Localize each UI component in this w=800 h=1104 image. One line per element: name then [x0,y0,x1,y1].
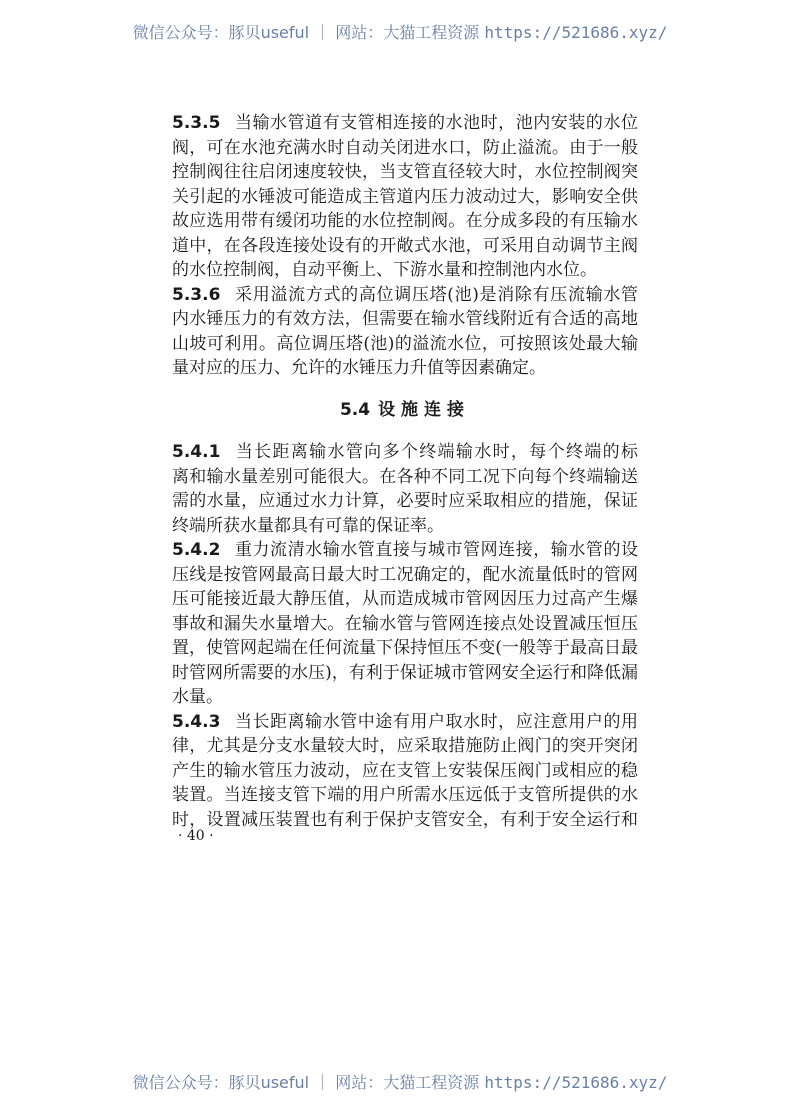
line-text: 故应选用带有缓闭功能的水位控制阀。在分成多段的有压输水 [172,211,638,231]
clause-number: 5.3.6 [172,284,221,305]
watermark-text: 微信公众号：豚贝useful ｜ 网站：大猫工程资源 [132,1073,485,1092]
text-line [172,160,638,185]
line-text: 装置。当连接支管下端的用户所需水压远低于支管所提供的水 [172,785,638,805]
line-text: 需的水量，应通过水力计算，必要时应采取相应的措施，保证 [172,491,638,511]
watermark-top [0,20,800,43]
text-line [172,283,638,308]
line-text: 时管网所需要的水压)，有利于保证城市管网安全运行和降低漏 [172,662,638,683]
line-text: 律，尤其是分支水量较大时，应采取措施防止阀门的突开突闭 [172,736,638,756]
text-line [172,563,638,588]
line-text: 的水位控制阀，自动平衡上、下游水量和控制池内水位。 [172,260,597,280]
text-line [172,808,638,833]
watermark-url[interactable]: https://521686.xyz/ [484,1073,668,1092]
clause-5-4-1 [172,440,638,538]
page-number: · 40 · [178,828,214,844]
text-line [172,538,638,563]
text-line [172,356,638,381]
line-text: 量对应的压力、允许的水锤压力升值等因素确定。 [172,358,546,378]
clause-number: 5.3.5 [172,113,221,133]
text-line [172,234,638,259]
clause-5-3-5 [172,111,638,283]
text-line [172,710,638,735]
line-text: 水量。 [172,687,223,707]
text-line [172,783,638,808]
line-text: 产生的输水管压力波动，应在支管上安装保压阀门或相应的稳 [172,760,638,781]
line-text: 终端所获水量都具有可靠的保证率。 [172,515,444,536]
line-text: 时，设置减压装置也有利于保护支管安全，有利于安全运行和 [172,809,638,830]
text-line [172,332,638,357]
text-line [172,111,638,136]
line-text: 当输水管道有支管相连接的水池时，池内安装的水位 [234,113,638,133]
section-heading-title: 设施连接 [378,399,471,420]
text-line [172,685,638,710]
text-line [172,136,638,161]
document-body [172,111,638,832]
line-text: 压可能接近最大静压值，从而造成城市管网因压力过高产生爆 [172,589,638,609]
text-line [172,209,638,234]
line-text: 采用溢流方式的高位调压塔(池)是消除有压流输水管 [234,284,638,305]
watermark-bottom [0,1070,800,1093]
line-text: 当长距离输水管向多个终端输水时，每个终端的标 [234,442,638,462]
line-text: 重力流清水输水管直接与城市管网连接，输水管的设 [234,540,638,560]
section-heading-number: 5.4 [339,399,371,420]
text-line [172,489,638,514]
watermark-text: 微信公众号：豚贝useful ｜ 网站：大猫工程资源 [132,23,485,42]
text-line [172,612,638,637]
line-text: 山坡可利用。高位调压塔(池)的溢流水位，可按照该处最大输 [172,333,638,354]
text-line [172,440,638,465]
line-text: 阀，可在水池充满水时自动关闭进水口，防止溢流。由于一般 [172,137,638,158]
text-line [172,759,638,784]
line-text: 离和输水量差别可能很大。在各种不同工况下向每个终端输送 [172,466,638,487]
text-line [172,514,638,539]
line-text: 控制阀往往启闭速度较快，当支管直径较大时，水位控制阀突 [172,162,638,182]
clause-5-4-3 [172,710,638,833]
line-text: 道中，在各段连接处设有的开敞式水池，可采用自动调节主阀 [172,235,638,256]
line-text: 关引起的水锤波可能造成主管道内压力波动过大，影响安全供 [172,186,638,207]
text-line [172,307,638,332]
clause-number: 5.4.3 [172,711,221,732]
clause-number: 5.4.1 [172,442,221,462]
text-line [172,734,638,759]
clause-5-3-6 [172,283,638,381]
text-line [172,258,638,283]
line-text: 内水锤压力的有效方法，但需要在输水管线附近有合适的高地 [172,309,638,329]
line-text: 当长距离输水管中途有用户取水时，应注意用户的用 [234,711,638,732]
line-text: 置，使管网起端在任何流量下保持恒压不变(一般等于最高日最 [172,638,638,658]
clause-5-4-2 [172,538,638,710]
text-line [172,661,638,686]
line-text: 压线是按管网最高日最大时工况确定的，配水流量低时的管网 [172,564,638,585]
line-text: 事故和漏失水量增大。在输水管与管网连接点处设置减压恒压 [172,613,638,634]
text-line [172,636,638,661]
watermark-url[interactable]: https://521686.xyz/ [484,23,668,42]
text-line [172,587,638,612]
section-heading [172,398,638,423]
clause-number: 5.4.2 [172,540,221,560]
text-line [172,185,638,210]
text-line [172,465,638,490]
